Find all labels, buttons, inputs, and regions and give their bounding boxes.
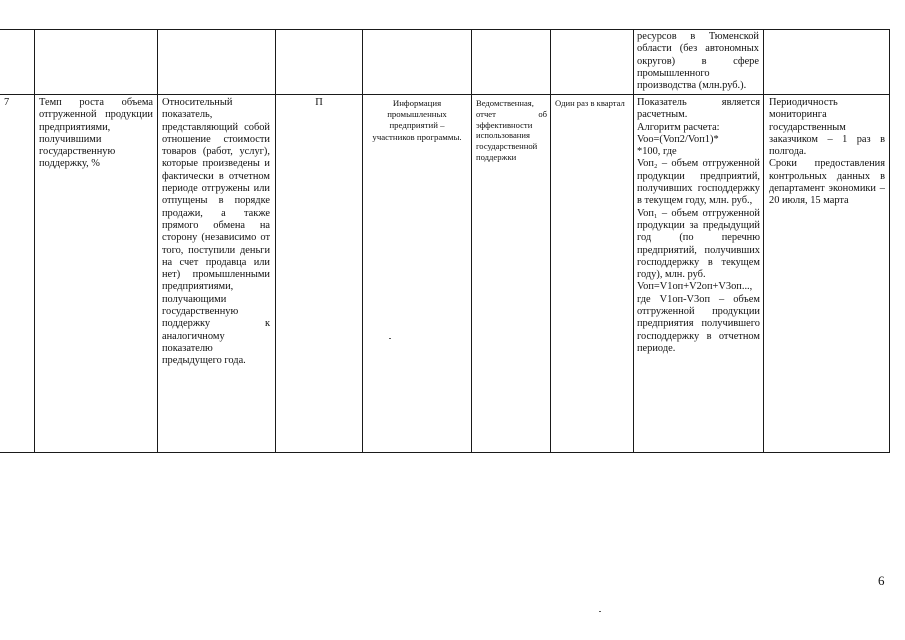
table-line-col (471, 29, 472, 453)
row-number: 7 (4, 97, 10, 108)
frequency: Один раз в квартал (555, 98, 625, 108)
statistics-form: Ведомственная, отчет об эффективности использования государственной поддержки (476, 98, 547, 162)
scan-speck (389, 338, 391, 339)
table-line-col (275, 29, 276, 453)
table-line-col (34, 29, 35, 453)
scan-speck (599, 611, 601, 612)
data-source: Информация промышленных предприятий – участников программы. (372, 98, 462, 142)
table-line-col (362, 29, 363, 453)
table-line-right (889, 29, 890, 453)
table-line-col (550, 29, 551, 453)
indicator-name: Темп роста объема отгруженной продукции предприятиями, получившими государственную поддержку, % (39, 97, 153, 170)
table-line-col (763, 29, 764, 453)
indicator-definition: Относительный показатель, представляющий собой отношение стоимости товаров (работ, услуг), которые произведены и фактически в отчетном периоде отгружены или отпущены в порядке продажи, а также прямого обмена на сторону (независимо от того, поступили деньги на счет продавца или нет) промышленными предприятиями, получающими государственную поддержку к аналогичному показателю предыдущего года. (162, 97, 270, 367)
calculation-method: Показатель является расчетным. Алгоритм расчета: Voo=(Voп2/Voп1)* *100, где Voп₂ – объем отгруженной продукции предприятий, получивших господдержку в текущем году, млн. руб., Voп₁ – объем отгруженной продукции за предыдущий год (по перечню предприятий, получивших господдержку в текущем году), млн. руб. Voп=V1oп+V2oп+V3oп..., где V1oп-V3oп – объем отгруженной продукции предприятия получившего господдержку в отчетном периоде. (637, 97, 760, 354)
indicator-type: П (315, 97, 323, 108)
table-line-row-separator (0, 94, 890, 95)
monitoring-info: Периодичность мониторинга государственным заказчиком – 1 раз в полгода. Сроки предоставления контрольных данных в департамент экономики – 20 июля, 15 марта (769, 97, 885, 207)
table-line-top (0, 29, 890, 30)
table-line-bottom (0, 452, 890, 453)
prev-row-method-tail: ресурсов в Тюменской области (без автономных округов) в сфере промышленного производства (млн.руб.). (637, 31, 759, 92)
table-line-col (157, 29, 158, 453)
table-line-col (633, 29, 634, 453)
page-number: 6 (878, 573, 885, 588)
